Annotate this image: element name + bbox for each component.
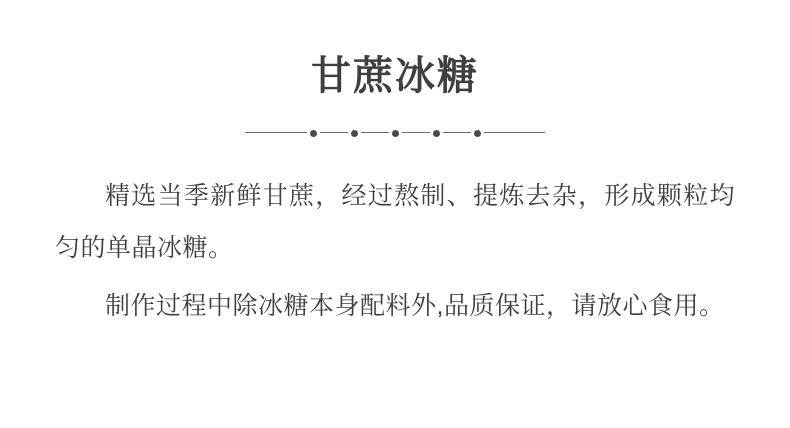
divider-dot	[433, 130, 440, 137]
description-body	[55, 170, 735, 332]
divider-dot	[351, 130, 358, 137]
description-paragraph: 制作过程中除冰糖本身配料外,品质保证，请放心食用。	[105, 292, 725, 320]
description-paragraph: 精选当季新鲜甘蔗，经过熬制、提炼去杂，形成颗粒均匀的单晶冰糖。	[55, 182, 735, 262]
decorative-divider	[245, 126, 545, 140]
divider-dot	[392, 130, 399, 137]
divider-dot	[474, 130, 481, 137]
divider-dots	[245, 126, 545, 140]
page-title: 甘蔗冰糖	[311, 54, 479, 98]
divider-dot	[310, 130, 317, 137]
